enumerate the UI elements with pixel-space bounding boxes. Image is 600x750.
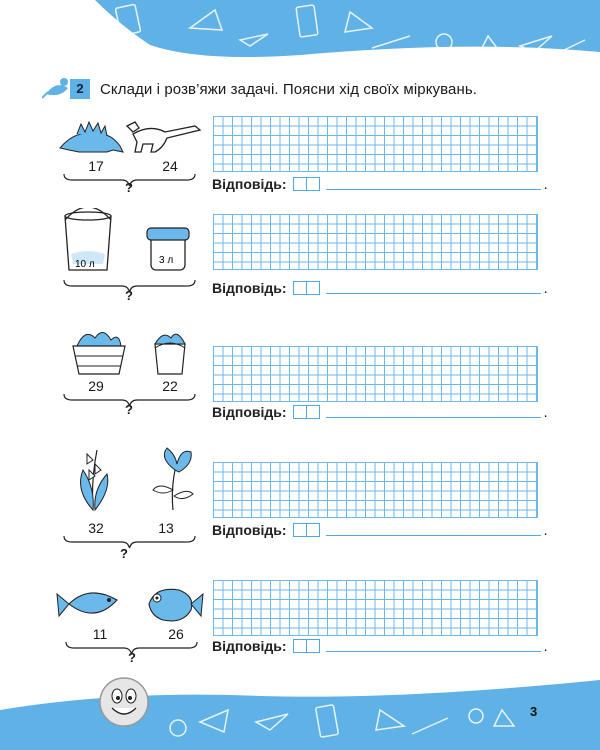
round-fish-icon: [149, 589, 203, 621]
answer-line[interactable]: [326, 638, 541, 652]
bucket-volume: 10 л: [75, 259, 95, 270]
task-instruction: Склади і розв’яжи задачі. Поясни хід своїх міркувань.: [100, 80, 478, 98]
question-mark: ?: [125, 288, 133, 303]
number-left: 32: [88, 520, 104, 536]
stegosaurus-icon: [55, 112, 205, 162]
answer-number-box[interactable]: [293, 639, 320, 653]
question-mark: ?: [125, 402, 133, 417]
answer-number-box[interactable]: [293, 177, 320, 191]
grid-workspace[interactable]: [213, 346, 538, 402]
number-right: 13: [158, 520, 174, 536]
grid-workspace[interactable]: [213, 580, 538, 636]
number-left: 29: [88, 378, 104, 394]
answer-row: [212, 638, 548, 654]
answer-line[interactable]: [326, 176, 541, 190]
question-mark: ?: [120, 546, 128, 561]
problem-4: [0, 440, 600, 561]
answer-row: [212, 280, 548, 296]
answer-period: .: [543, 280, 548, 297]
jar-icon: [147, 228, 189, 270]
bucket-icon: [55, 208, 205, 278]
lily-of-valley-icon: [55, 440, 205, 515]
number-right: 26: [168, 626, 184, 642]
top-decorative-band: [0, 0, 600, 70]
answer-line[interactable]: [326, 404, 541, 418]
answer-label: Відповідь:: [212, 404, 287, 420]
answer-row: [212, 404, 548, 420]
answer-label: Відповідь:: [212, 280, 287, 296]
jar-volume: 3 л: [159, 255, 174, 266]
answer-period: .: [543, 176, 548, 193]
number-left: 17: [88, 158, 104, 174]
grid-workspace[interactable]: [213, 116, 538, 172]
question-mark: ?: [125, 180, 133, 195]
flower-icon: [153, 448, 193, 510]
task-header: [44, 74, 477, 104]
answer-number-box[interactable]: [293, 405, 320, 419]
answer-number-box[interactable]: [293, 523, 320, 537]
answer-period: .: [543, 638, 548, 655]
answer-label: Відповідь:: [212, 638, 287, 654]
bottom-decorative-band: [0, 670, 600, 750]
answer-label: Відповідь:: [212, 176, 287, 192]
answer-row: [212, 522, 548, 538]
answer-label: Відповідь:: [212, 522, 287, 538]
number-left: 11: [92, 626, 108, 642]
smiley-face-icon: [98, 676, 150, 728]
answer-number-box[interactable]: [293, 281, 320, 295]
answer-row: [212, 176, 548, 192]
question-mark: ?: [128, 650, 136, 665]
grid-workspace[interactable]: [213, 462, 538, 518]
answer-line[interactable]: [326, 280, 541, 294]
fish-mascot-icon: [42, 76, 74, 102]
answer-period: .: [543, 404, 548, 421]
task-number: 2: [70, 79, 90, 99]
problem-2: [0, 208, 600, 326]
page-number: 3: [530, 704, 538, 719]
small-bucket-icon: [155, 334, 185, 374]
skeleton-dino-icon: [127, 122, 200, 152]
fish-icon: [55, 580, 205, 628]
answer-period: .: [543, 522, 548, 539]
number-right: 24: [162, 158, 178, 174]
basket-icon: [55, 324, 205, 379]
problem-3: [0, 324, 600, 442]
number-right: 22: [162, 378, 178, 394]
grid-workspace[interactable]: [213, 214, 538, 270]
answer-line[interactable]: [326, 522, 541, 536]
